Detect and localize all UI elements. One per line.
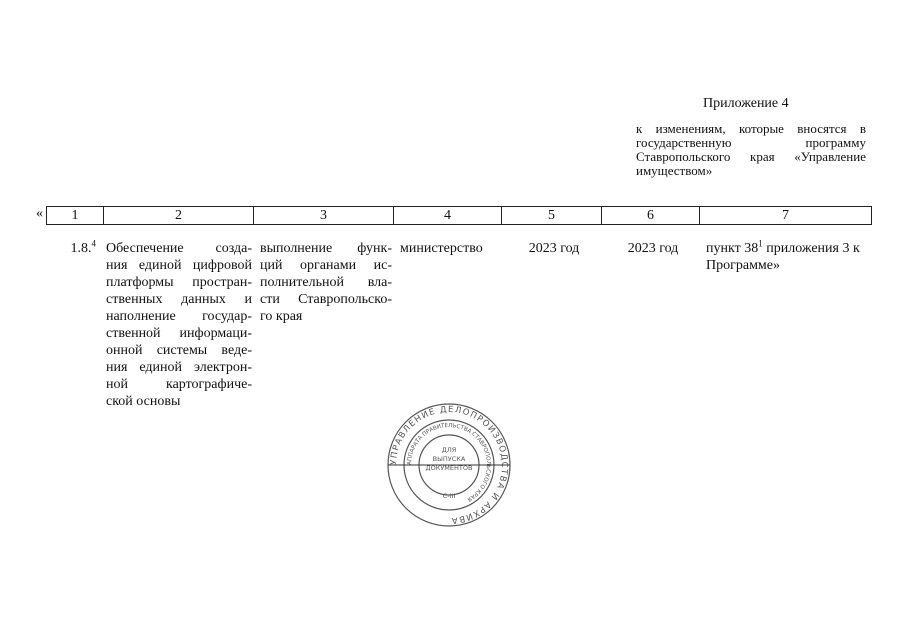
stamp-center-line1: ДЛЯ [441, 446, 457, 454]
activity-name-line: онной системы веде- [106, 343, 252, 358]
row-number-cell [46, 240, 102, 410]
activity-name-line: ской основы [106, 394, 181, 409]
function-line: полнительной вла- [260, 275, 392, 290]
activity-name-cell [102, 240, 256, 410]
reference-superscript: 1 [758, 238, 763, 249]
reference-suffix: приложения 3 к Программе» [706, 241, 860, 273]
end-year-cell: 2023 год [627, 241, 679, 256]
function-line: сти Ставропольско- [260, 292, 392, 307]
table-open-quote: « [36, 206, 43, 221]
activity-name-line: ственной информаци- [106, 326, 252, 341]
responsible-cell: министерство [400, 241, 483, 256]
activity-name-line: наполнение государ- [106, 309, 252, 324]
column-number-7: 7 [699, 207, 871, 224]
activity-name-line: ния единой цифровой [106, 258, 252, 273]
appendix-title: Приложение 4 [703, 96, 789, 111]
reference-prefix: пункт 38 [706, 241, 759, 256]
column-number-6: 6 [601, 207, 699, 224]
start-year-cell: 2023 год [528, 241, 580, 256]
reference-cell [702, 240, 876, 410]
function-cell [256, 240, 396, 410]
stamp-inner-textpath: АППАРАТА ПРАВИТЕЛЬСТВА СТАВРОПОЛЬСКОГО КРАЯ [406, 422, 492, 502]
row-number-superscript: 4 [91, 238, 96, 249]
function-line: ций органами ис- [260, 258, 392, 273]
stamp-center-line2: ВЫПУСКА [432, 455, 466, 463]
activity-name-line: ственных данных и [106, 292, 252, 307]
table-row [46, 240, 876, 410]
column-number-1: 1 [71, 208, 79, 223]
column-number-2: 2 [103, 207, 253, 224]
activity-name-line: ния единой электрон- [106, 360, 252, 375]
stamp-code: С-III [442, 492, 456, 500]
official-stamp-icon [386, 402, 512, 528]
activity-name-line: платформы простран- [106, 275, 252, 290]
appendix-subtitle: к изменениям, которые вносятся в государственную программу Ставропольского края «Управление имуществом» [636, 121, 866, 178]
column-number-4: 4 [393, 207, 501, 224]
stamp-center-line3: ДОКУМЕНТОВ [425, 464, 473, 472]
column-number-3: 3 [253, 207, 393, 224]
activity-name-line: Обеспечение созда- [106, 241, 252, 256]
stamp-outer-textpath: УПРАВЛЕНИЕ ДЕЛОПРОИЗВОДСТВА И АРХИВА [388, 404, 510, 526]
function-line: выполнение функ- [260, 241, 392, 256]
function-line: го края [260, 309, 303, 324]
row-number: 1.8. [70, 241, 92, 256]
table-header-row [46, 206, 872, 225]
activity-name-line: ной картографиче- [106, 377, 252, 392]
column-number-5: 5 [501, 207, 601, 224]
